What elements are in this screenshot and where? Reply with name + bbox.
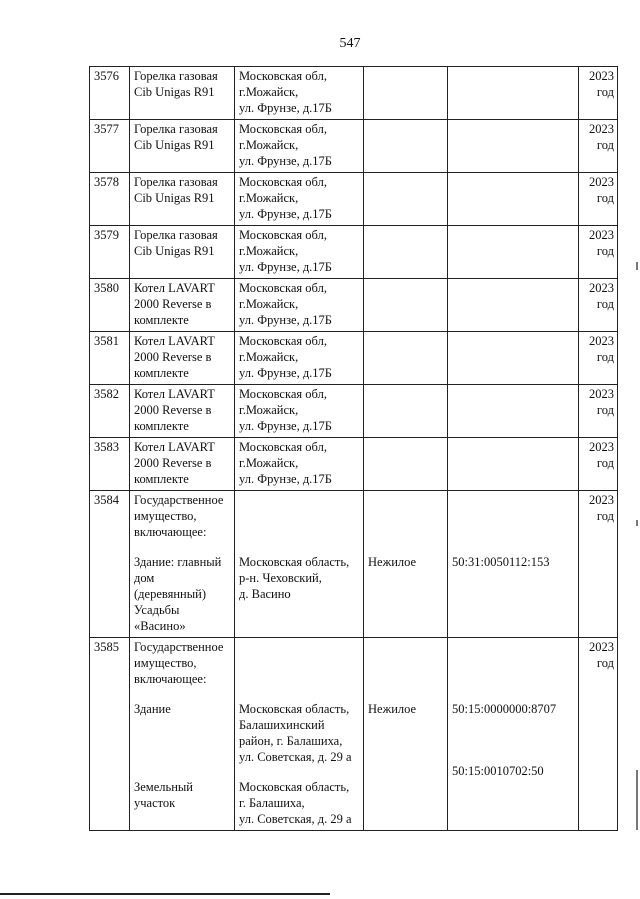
year-cell: 2023 год [579,385,618,438]
year-cell: 2023 год [579,332,618,385]
cadastral-number [448,438,579,491]
property-type [364,173,448,226]
row-number: 3585 [90,638,130,831]
table-row [90,120,618,173]
year-cell: 2023 год [579,226,618,279]
property-type [364,385,448,438]
table-row [90,67,618,120]
property-name: Котел LAVART 2000 Reverse в комплекте [130,438,235,491]
row-number: 3578 [90,173,130,226]
property-name: Котел LAVART 2000 Reverse в комплекте [130,279,235,332]
property-address: Московская область, Балашихинский район, г. Балашиха, ул. Советская, д. 29 а Московская область, г. Балашиха, ул. Советская, д. 29 а [235,638,364,831]
row-number: 3581 [90,332,130,385]
property-address: Московская обл, г.Можайск, ул. Фрунзе, д.17Б [235,67,364,120]
table-row [90,638,618,831]
row-number: 3576 [90,67,130,120]
property-address: Московская обл, г.Можайск, ул. Фрунзе, д.17Б [235,438,364,491]
year-cell: 2023 год [579,173,618,226]
property-type [364,120,448,173]
year-cell: 2023 год [579,491,618,638]
scan-edge-mark [636,520,638,526]
property-type: Нежилое [364,638,448,831]
cadastral-number [448,385,579,438]
table-row [90,226,618,279]
property-address: Московская обл, г.Можайск, ул. Фрунзе, д.17Б [235,226,364,279]
property-type [364,438,448,491]
cadastral-number [448,173,579,226]
year-cell: 2023 год [579,638,618,831]
row-number: 3582 [90,385,130,438]
property-type [364,67,448,120]
cadastral-number [448,120,579,173]
property-address: Московская область, р-н. Чеховский, д. Васино [235,491,364,638]
row-number: 3579 [90,226,130,279]
cadastral-number: 50:31:0050112:153 [448,491,579,638]
table-row [90,279,618,332]
year-cell: 2023 год [579,438,618,491]
table-row [90,173,618,226]
table-row [90,491,618,638]
scan-edge-mark [636,770,638,830]
cadastral-number [448,332,579,385]
table-row [90,332,618,385]
year-cell: 2023 год [579,67,618,120]
property-address: Московская обл, г.Можайск, ул. Фрунзе, д.17Б [235,120,364,173]
property-name: Горелка газовая Cib Unigas R91 [130,120,235,173]
property-type [364,332,448,385]
year-cell: 2023 год [579,279,618,332]
scan-edge-mark [636,262,638,270]
page-number: 547 [339,36,361,51]
property-registry-table [89,66,618,831]
row-number: 3577 [90,120,130,173]
property-address: Московская обл, г.Можайск, ул. Фрунзе, д.17Б [235,173,364,226]
cadastral-number: 50:15:0000000:8707 50:15:0010702:50 [448,638,579,831]
row-number: 3583 [90,438,130,491]
cadastral-number [448,279,579,332]
property-type [364,279,448,332]
property-address: Московская обл, г.Можайск, ул. Фрунзе, д.17Б [235,385,364,438]
cadastral-number [448,226,579,279]
year-cell: 2023 год [579,120,618,173]
scan-edge-line [0,893,330,895]
table-row [90,385,618,438]
row-number: 3580 [90,279,130,332]
property-type [364,226,448,279]
property-address: Московская обл, г.Можайск, ул. Фрунзе, д.17Б [235,279,364,332]
property-name: Государственное имущество, включающее: Здание Земельный участок [130,638,235,831]
property-name: Горелка газовая Cib Unigas R91 [130,173,235,226]
property-address: Московская обл, г.Можайск, ул. Фрунзе, д.17Б [235,332,364,385]
row-number: 3584 [90,491,130,638]
property-type: Нежилое [364,491,448,638]
property-name: Горелка газовая Cib Unigas R91 [130,226,235,279]
property-name: Котел LAVART 2000 Reverse в комплекте [130,385,235,438]
cadastral-number [448,67,579,120]
table-row [90,438,618,491]
property-name: Котел LAVART 2000 Reverse в комплекте [130,332,235,385]
property-name: Горелка газовая Cib Unigas R91 [130,67,235,120]
property-name: Государственное имущество, включающее: Здание: главный дом (деревянный) Усадьбы «Васино» [130,491,235,638]
